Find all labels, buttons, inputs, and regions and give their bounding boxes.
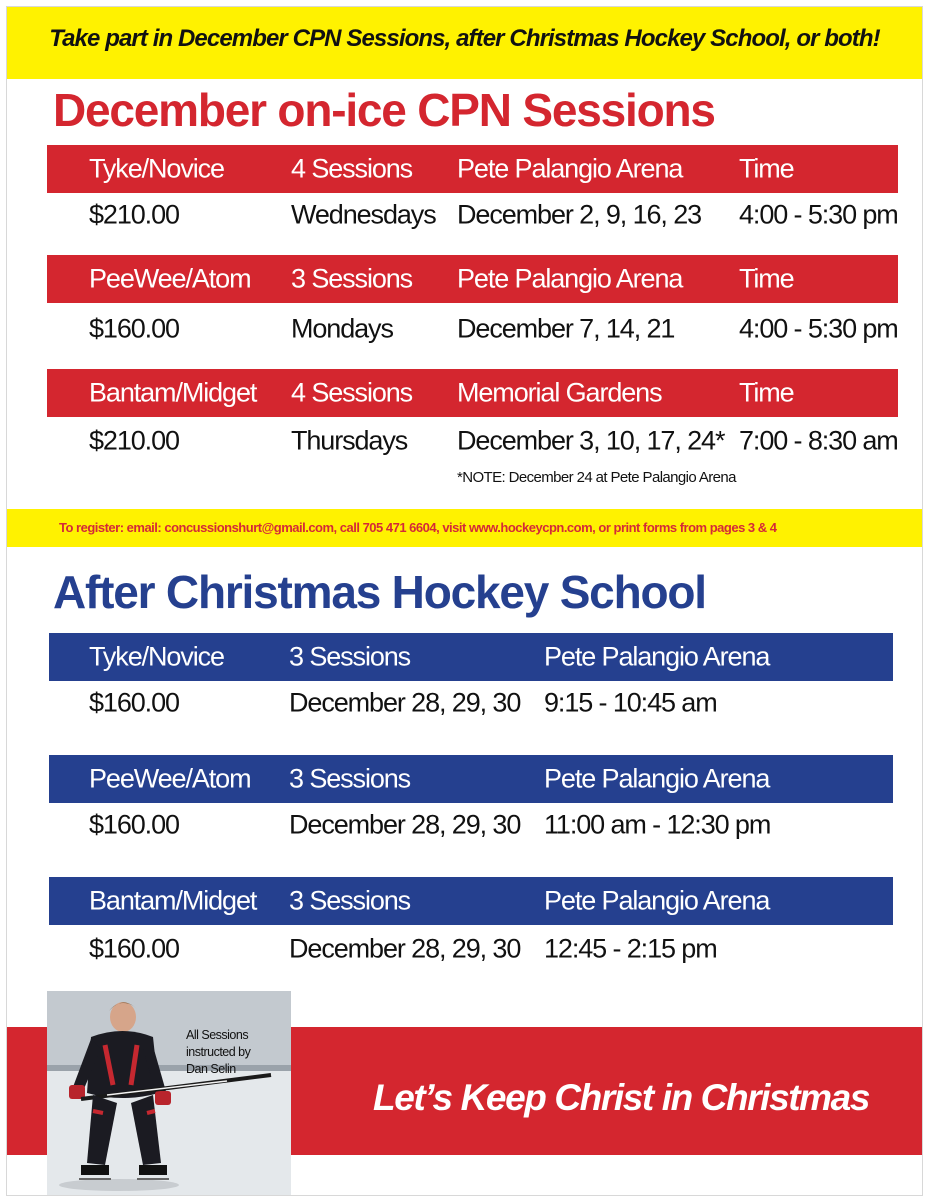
session-dates: December 28, 29, 30 xyxy=(289,809,521,840)
top-banner-text: Take part in December CPN Sessions, after Christmas Hockey School, or both! xyxy=(49,25,880,52)
cpn-sessions-title: December on-ice CPN Sessions xyxy=(53,84,715,136)
division-label: Bantam/Midget xyxy=(89,377,257,408)
time-header: Time xyxy=(739,153,794,184)
caption-line: All Sessions xyxy=(186,1028,249,1042)
registration-text: To register: email: concussionshurt@gmail.com, call 705 471 6604, visit www.hockeycpn.com, or print forms from pages 3 & 4 xyxy=(59,520,777,535)
time-header: Time xyxy=(739,377,794,408)
venue-label: Pete Palangio Arena xyxy=(544,641,770,672)
venue-label: Memorial Gardens xyxy=(457,377,662,408)
school-header-row xyxy=(49,877,893,925)
time-header: Time xyxy=(739,263,794,294)
date-note: *NOTE: December 24 at Pete Palangio Arena xyxy=(457,469,736,486)
venue-label: Pete Palangio Arena xyxy=(457,153,683,184)
sessions-count: 4 Sessions xyxy=(291,377,413,408)
price: $210.00 xyxy=(89,425,179,456)
price: $160.00 xyxy=(89,687,179,718)
session-time: 9:15 - 10:45 am xyxy=(544,687,717,718)
session-day: Thursdays xyxy=(291,425,408,456)
price: $160.00 xyxy=(89,809,179,840)
instructor-photo xyxy=(47,991,291,1195)
session-dates: December 28, 29, 30 xyxy=(289,933,521,964)
school-header-row xyxy=(49,633,893,681)
division-label: Tyke/Novice xyxy=(89,641,224,672)
cpn-header-row xyxy=(47,145,898,193)
session-time: 4:00 - 5:30 pm xyxy=(739,199,898,230)
session-dates: December 28, 29, 30 xyxy=(289,687,521,718)
top-banner xyxy=(7,7,922,79)
school-detail-row xyxy=(49,681,893,725)
price: $160.00 xyxy=(89,313,179,344)
session-time: 11:00 am - 12:30 pm xyxy=(544,809,771,840)
sessions-count: 3 Sessions xyxy=(289,641,411,672)
session-dates: December 7, 14, 21 xyxy=(457,313,675,344)
caption-line: Dan Selin xyxy=(186,1062,236,1076)
venue-label: Pete Palangio Arena xyxy=(457,263,683,294)
division-label: PeeWee/Atom xyxy=(89,763,251,794)
session-time: 12:45 - 2:15 pm xyxy=(544,933,717,964)
session-day: Wednesdays xyxy=(291,199,436,230)
hockey-player-illustration xyxy=(47,991,291,1195)
session-time: 7:00 - 8:30 am xyxy=(739,425,898,456)
cpn-detail-row xyxy=(47,419,898,463)
division-label: Bantam/Midget xyxy=(89,885,257,916)
cpn-header-row xyxy=(47,255,898,303)
session-dates: December 2, 9, 16, 23 xyxy=(457,199,702,230)
sessions-count: 4 Sessions xyxy=(291,153,413,184)
venue-label: Pete Palangio Arena xyxy=(544,885,770,916)
slogan: Let’s Keep Christ in Christmas xyxy=(373,1077,870,1118)
price: $160.00 xyxy=(89,933,179,964)
photo-caption xyxy=(186,1027,276,1078)
sessions-count: 3 Sessions xyxy=(291,263,413,294)
division-label: PeeWee/Atom xyxy=(89,263,251,294)
school-detail-row xyxy=(49,927,893,971)
school-detail-row xyxy=(49,803,893,847)
cpn-detail-row xyxy=(47,307,898,351)
hockey-school-title: After Christmas Hockey School xyxy=(53,566,706,618)
session-dates: December 3, 10, 17, 24* xyxy=(457,425,725,456)
price: $210.00 xyxy=(89,199,179,230)
caption-line: instructed by xyxy=(186,1045,251,1059)
sessions-count: 3 Sessions xyxy=(289,763,411,794)
division-label: Tyke/Novice xyxy=(89,153,224,184)
session-time: 4:00 - 5:30 pm xyxy=(739,313,898,344)
cpn-header-row xyxy=(47,369,898,417)
session-day: Mondays xyxy=(291,313,393,344)
sessions-count: 3 Sessions xyxy=(289,885,411,916)
school-header-row xyxy=(49,755,893,803)
cpn-detail-row xyxy=(47,193,898,237)
venue-label: Pete Palangio Arena xyxy=(544,763,770,794)
registration-band xyxy=(7,509,922,547)
flyer-page xyxy=(6,6,923,1196)
